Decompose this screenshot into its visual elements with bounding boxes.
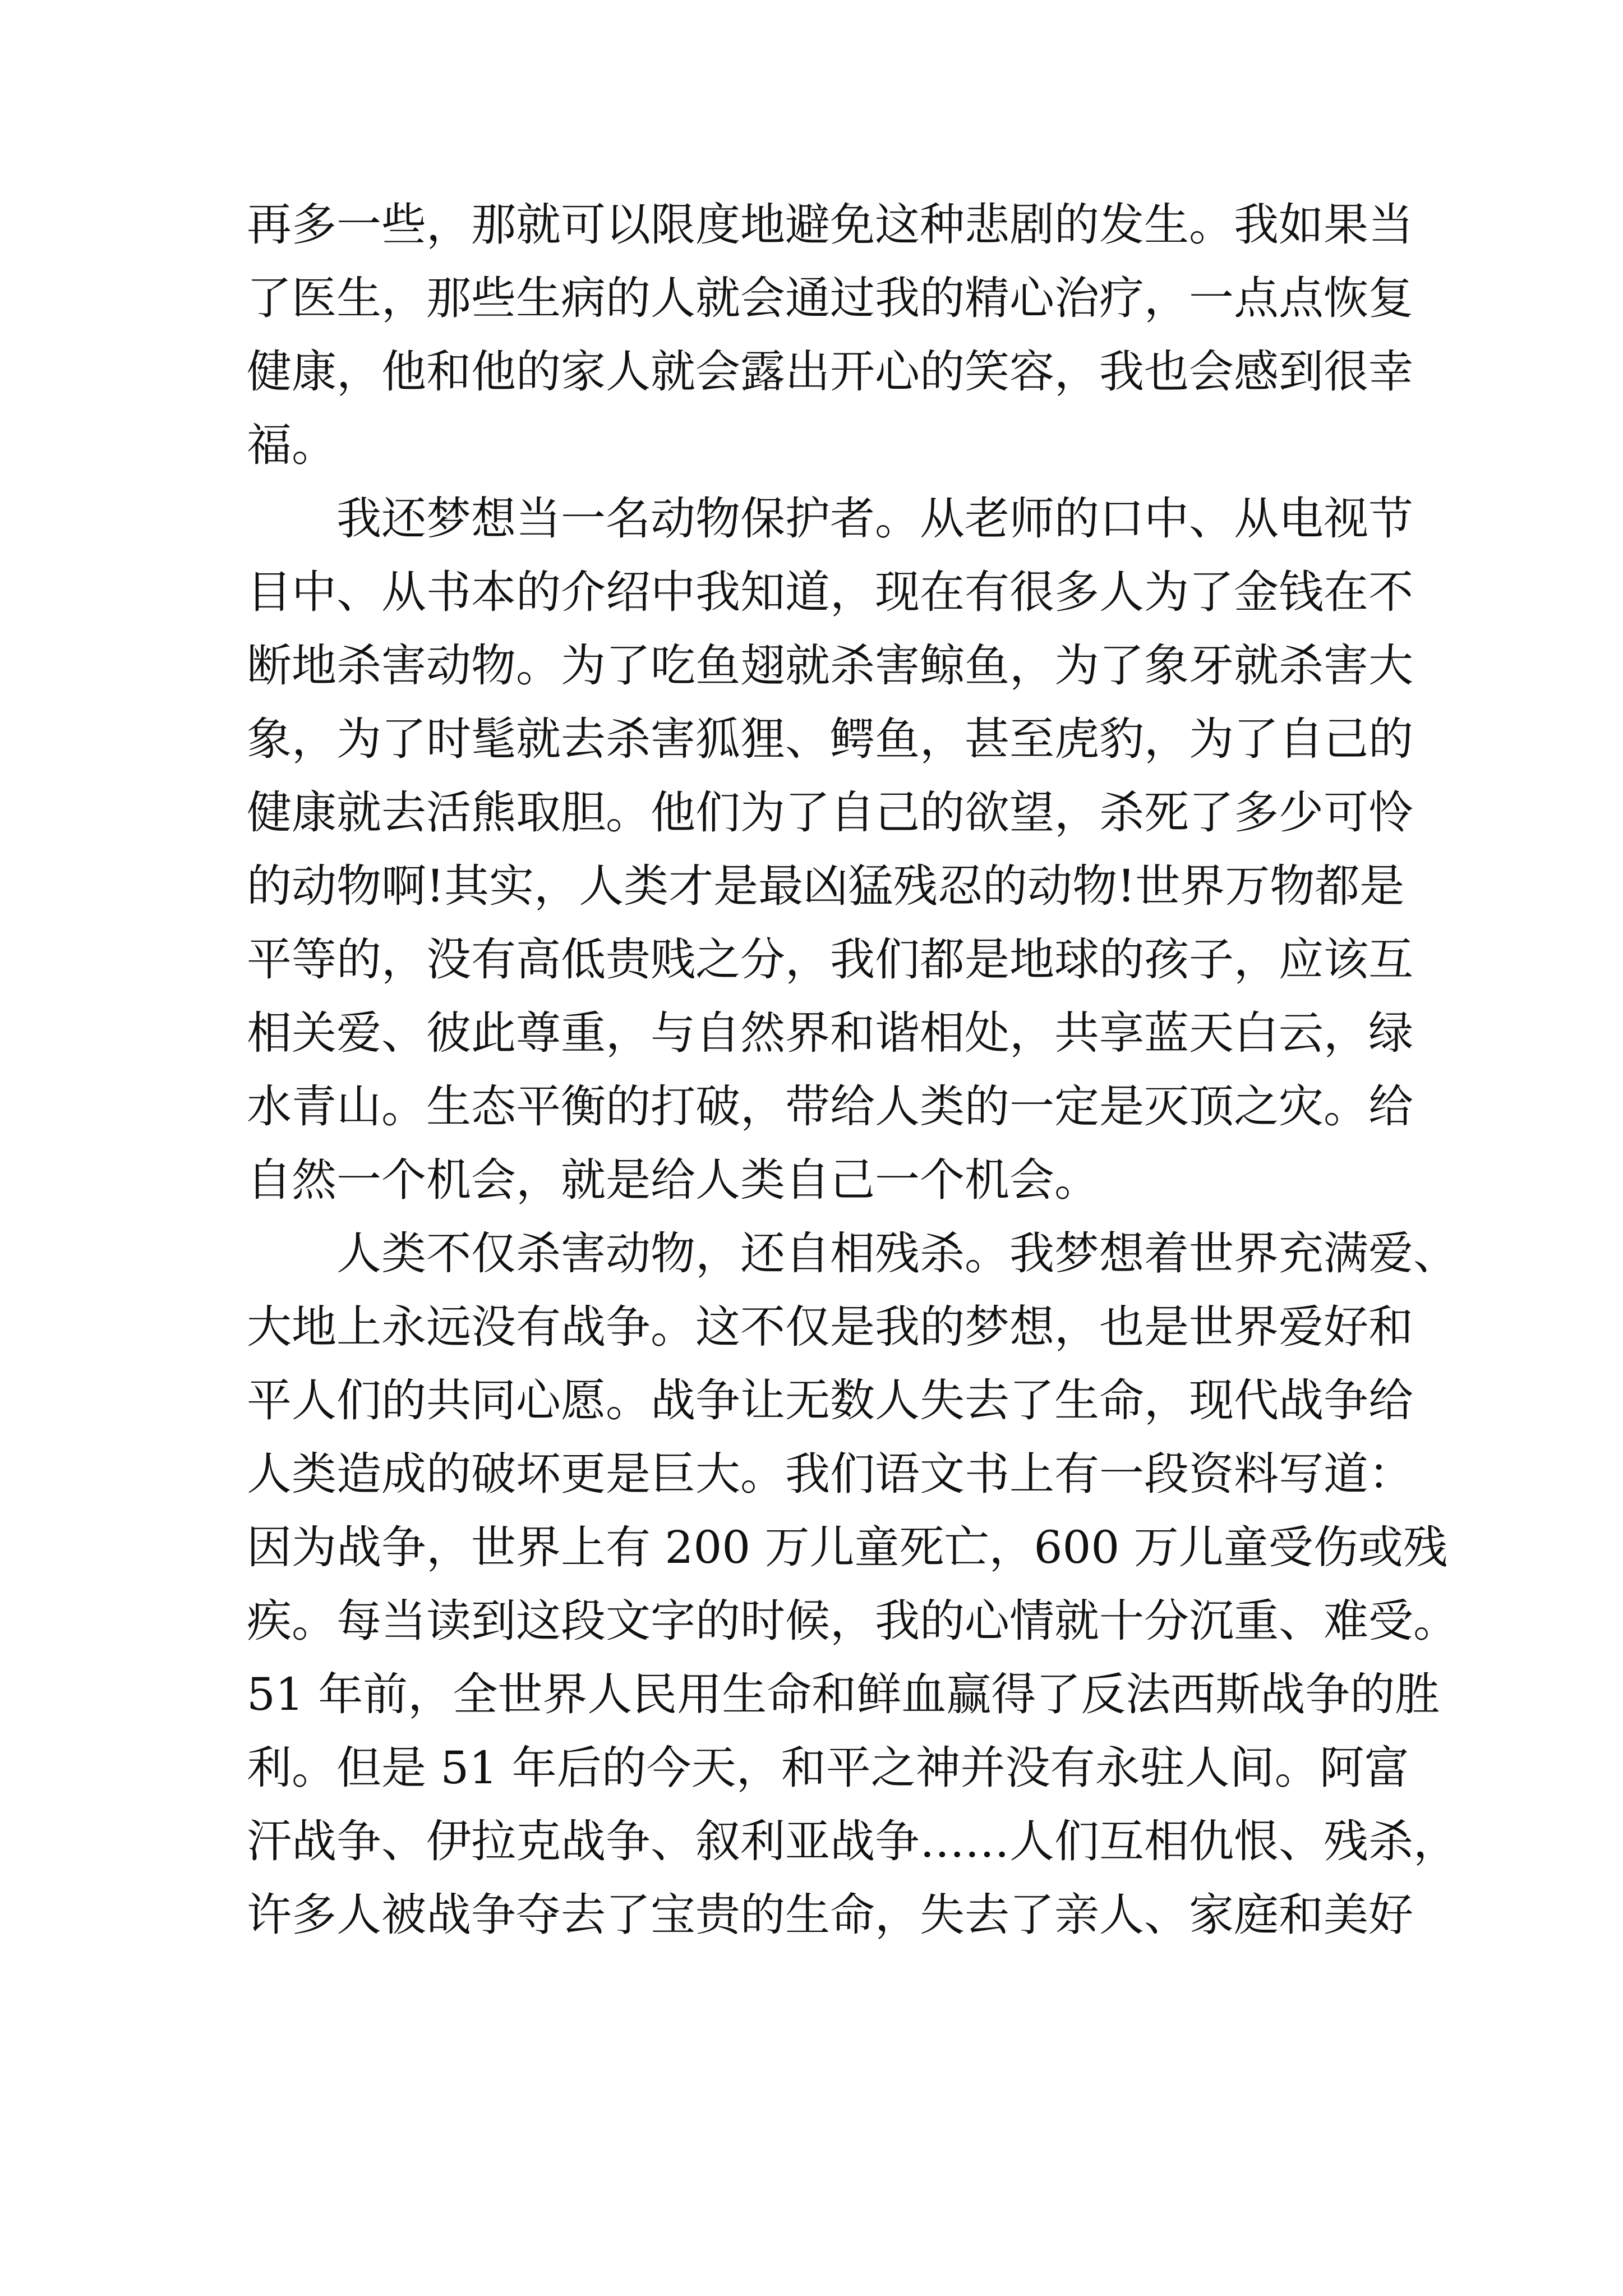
text-line: 51 年前，全世界人民用生命和鲜血赢得了反法西斯战争的胜 xyxy=(247,1668,1440,1720)
text-line: 我还梦想当一名动物保护者。从老师的口中、从电视节 xyxy=(336,493,1413,545)
text-line: 福。 xyxy=(247,419,336,471)
text-line: 许多人被战争夺去了宝贵的生命，失去了亲人、家庭和美好 xyxy=(247,1889,1413,1941)
text-line: 自然一个机会，就是给人类自己一个机会。 xyxy=(247,1154,1099,1206)
text-line: 了医生，那些生病的人就会通过我的精心治疗，一点点恢复 xyxy=(247,272,1413,324)
text-line: 大地上永远没有战争。这不仅是我的梦想，也是世界爱好和 xyxy=(247,1301,1413,1353)
text-line: 健康，他和他的家人就会露出开心的笑容，我也会感到很幸 xyxy=(247,346,1413,398)
text-line: 疾。每当读到这段文字的时候，我的心情就十分沉重、难受。 xyxy=(247,1595,1458,1647)
text-line: 人类造成的破坏更是巨大。我们语文书上有一段资料写道： xyxy=(247,1448,1413,1500)
text-line: 汗战争、伊拉克战争、叙利亚战争……人们互相仇恨、残杀， xyxy=(247,1815,1458,1867)
text-line: 健康就去活熊取胆。他们为了自己的欲望，杀死了多少可怜 xyxy=(247,786,1413,839)
text-line: 象，为了时髦就去杀害狐狸、鳄鱼，甚至虎豹，为了自己的 xyxy=(247,713,1413,765)
text-line: 断地杀害动物。为了吃鱼翅就杀害鲸鱼，为了象牙就杀害大 xyxy=(247,639,1413,692)
body-text xyxy=(247,188,1458,1952)
text-line: 平人们的共同心愿。战争让无数人失去了生命，现代战争给 xyxy=(247,1374,1413,1427)
text-line: 目中、从书本的介绍中我知道，现在有很多人为了金钱在不 xyxy=(247,566,1413,618)
text-line: 再多一些，那就可以限度地避免这种悲剧的发生。我如果当 xyxy=(247,199,1413,251)
text-line: 的动物啊!其实，人类才是最凶猛残忍的动物!世界万物都是 xyxy=(247,860,1405,912)
text-line: 相关爱、彼此尊重，与自然界和谐相处，共享蓝天白云，绿 xyxy=(247,1007,1413,1059)
text-line: 利。但是 51 年后的今天，和平之神并没有永驻人间。阿富 xyxy=(247,1742,1409,1794)
text-line: 人类不仅杀害动物，还自相残杀。我梦想着世界充满爱、 xyxy=(336,1227,1458,1280)
text-line: 因为战争，世界上有 200 万儿童死亡，600 万儿童受伤或残 xyxy=(247,1521,1448,1573)
text-line: 水青山。生态平衡的打破，带给人类的一定是灭顶之灾。给 xyxy=(247,1080,1413,1133)
text-line: 平等的，没有高低贵贱之分，我们都是地球的孩子，应该互 xyxy=(247,933,1413,986)
